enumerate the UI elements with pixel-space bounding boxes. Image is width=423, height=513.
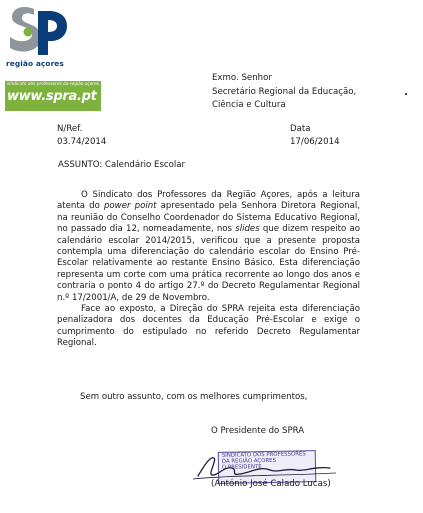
president-title: O Presidente do SPRA <box>211 426 305 436</box>
reference-block <box>57 123 106 149</box>
logo-url: www.spra.pt <box>7 89 97 104</box>
signer-name: (António José Calado Lucas) <box>211 479 331 489</box>
scan-speck <box>405 93 407 95</box>
spra-logo-mark <box>7 3 69 59</box>
stamp-line: SINDICATO DOS PROFESSORES <box>221 451 306 459</box>
body-italic-term: slides <box>235 224 260 235</box>
logo-green-band <box>5 81 101 111</box>
stamp-line: DA REGIÃO AÇORES <box>221 458 277 465</box>
body-italic-term: power point <box>103 201 157 212</box>
date-label: Data <box>290 124 311 134</box>
body-paragraph-1 <box>57 190 360 304</box>
reference-value: 03.74/2014 <box>57 137 107 147</box>
body-text-run: que dizem respeito ao calendário escolar 2014/2015, verificou que a presente proposta contempla uma diferenciação do calendário escolar do Ensino Pré-Escolar relativamente ao restante Ensino Básico. Esta diferenciação representa um corte com uma prática recorrente ao longo dos anos e contraria o ponto 4 do artigo 27.º do Decreto Regulamentar Regional n.º 17/2001/A, de 29 de Novembro. <box>57 224 360 303</box>
closing-line: Sem outro assunto, com os melhores cumprimentos, <box>80 392 308 402</box>
letter-body <box>57 190 360 350</box>
recipient-address <box>212 72 356 113</box>
recipient-line: Exmo. Senhor <box>212 73 272 83</box>
date-value: 17/06/2014 <box>290 137 340 147</box>
recipient-line: Ciência e Cultura <box>212 100 286 110</box>
subject-line: ASSUNTO: Calendário Escolar <box>58 160 186 170</box>
logo-tagline: sindicato dos professores da região açores <box>7 82 100 87</box>
date-block <box>290 123 340 149</box>
body-text-run: O Sindicato dos Professores da Região Açores, após a leitura atenta do <box>57 190 360 212</box>
reference-label: N/Ref. <box>57 124 83 134</box>
recipient-line: Secretário Regional da Educação, <box>212 86 357 97</box>
body-paragraph-2: Face ao exposto, a Direção do SPRA rejeita esta diferenciação penalizadora dos docentes da Educação Pré-Escolar e exige o cumprimento do estipulado no referido Decreto Regulamentar Regional. <box>57 304 360 349</box>
body-text-run: apresentado pela Senhora Diretora Regional, na reunião do Conselho Coordenador do Sistema Educativo Regional, no passado dia 12, nomeadamente, nos <box>57 201 360 235</box>
logo-region-text: região açores <box>6 59 64 68</box>
stamp-line: O PRESIDENTE <box>221 464 262 472</box>
spra-logo <box>5 3 105 113</box>
